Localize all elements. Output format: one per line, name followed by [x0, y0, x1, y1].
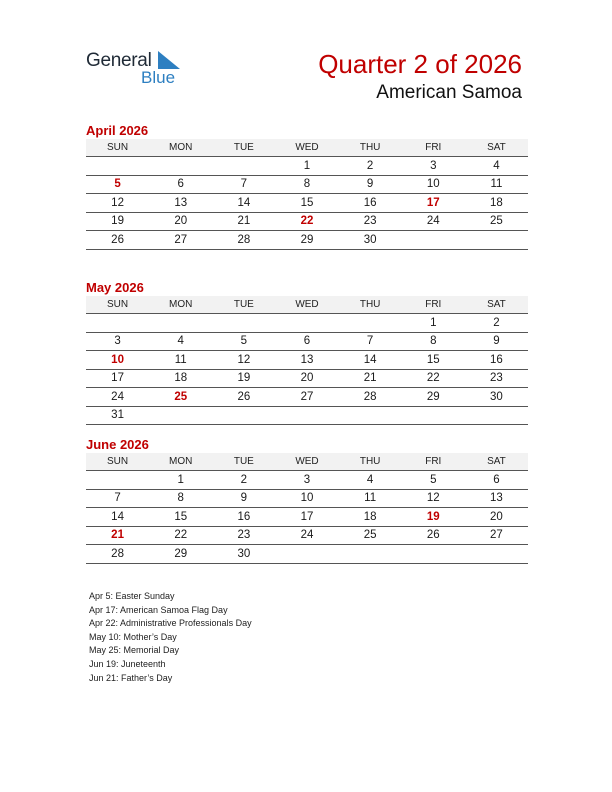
empty-day-cell	[275, 314, 338, 333]
day-cell: 18	[339, 508, 402, 527]
holiday-note: Apr 17: American Samoa Flag Day	[89, 604, 228, 615]
day-cell: 27	[275, 388, 338, 407]
day-cell: 24	[86, 388, 149, 407]
day-cell: 15	[275, 194, 338, 213]
empty-day-cell	[465, 231, 528, 250]
week-row	[86, 388, 528, 407]
day-cell: 23	[465, 369, 528, 388]
country-name: American Samoa	[376, 82, 522, 103]
day-cell: 4	[465, 157, 528, 176]
day-cell: 21	[86, 526, 149, 545]
day-cell: 6	[275, 332, 338, 351]
generalblue-logo	[86, 50, 196, 90]
week-row	[86, 194, 528, 213]
day-cell: 12	[402, 489, 465, 508]
logo-text-general: General	[86, 50, 152, 71]
empty-day-cell	[86, 471, 149, 490]
day-cell: 20	[275, 369, 338, 388]
day-cell: 13	[149, 194, 212, 213]
day-cell: 17	[275, 508, 338, 527]
day-cell: 22	[149, 526, 212, 545]
empty-day-cell	[402, 231, 465, 250]
day-cell: 20	[149, 212, 212, 231]
holiday-notes	[89, 590, 252, 685]
weekday-header: SAT	[465, 296, 528, 314]
day-cell: 1	[149, 471, 212, 490]
logo-text-blue: Blue	[141, 68, 176, 87]
day-cell: 3	[86, 332, 149, 351]
day-cell: 18	[149, 369, 212, 388]
day-cell: 3	[402, 157, 465, 176]
day-cell: 3	[275, 471, 338, 490]
day-cell: 30	[465, 388, 528, 407]
holiday-note: Apr 5: Easter Sunday	[89, 591, 175, 601]
day-cell: 9	[339, 175, 402, 194]
weekday-header: THU	[339, 139, 402, 157]
day-cell: 17	[402, 194, 465, 213]
weekday-header: TUE	[212, 296, 275, 314]
empty-day-cell	[149, 406, 212, 425]
day-cell: 28	[86, 545, 149, 564]
day-cell: 31	[86, 406, 149, 425]
empty-day-cell	[402, 545, 465, 564]
day-cell: 15	[402, 351, 465, 370]
calendar-grid	[86, 296, 528, 425]
weekday-header: FRI	[402, 453, 465, 471]
day-cell: 12	[212, 351, 275, 370]
day-cell: 25	[465, 212, 528, 231]
weekday-header: THU	[339, 296, 402, 314]
week-row	[86, 489, 528, 508]
day-cell: 19	[86, 212, 149, 231]
empty-day-cell	[465, 406, 528, 425]
week-row	[86, 332, 528, 351]
day-cell: 16	[339, 194, 402, 213]
day-cell: 4	[149, 332, 212, 351]
day-cell: 16	[212, 508, 275, 527]
day-cell: 1	[402, 314, 465, 333]
week-row	[86, 526, 528, 545]
day-cell: 16	[465, 351, 528, 370]
day-cell: 11	[149, 351, 212, 370]
day-cell: 5	[86, 175, 149, 194]
empty-day-cell	[212, 157, 275, 176]
weekday-header: TUE	[212, 453, 275, 471]
calendar-grid	[86, 453, 528, 564]
day-cell: 27	[149, 231, 212, 250]
week-row	[86, 314, 528, 333]
holiday-note: May 10: Mother’s Day	[89, 631, 177, 642]
day-cell: 22	[275, 212, 338, 231]
day-cell: 27	[465, 526, 528, 545]
day-cell: 8	[402, 332, 465, 351]
day-cell: 24	[402, 212, 465, 231]
day-cell: 1	[275, 157, 338, 176]
day-cell: 26	[212, 388, 275, 407]
day-cell: 8	[275, 175, 338, 194]
week-row	[86, 157, 528, 176]
empty-day-cell	[339, 314, 402, 333]
day-cell: 10	[275, 489, 338, 508]
holiday-note: Apr 22: Administrative Professionals Day	[89, 618, 252, 629]
weekday-header: THU	[339, 453, 402, 471]
quarter-title: Quarter 2 of 2026	[318, 49, 522, 79]
week-row	[86, 212, 528, 231]
day-cell: 28	[212, 231, 275, 250]
weekday-header: SUN	[86, 296, 149, 314]
day-cell: 2	[465, 314, 528, 333]
day-cell: 9	[212, 489, 275, 508]
day-cell: 28	[339, 388, 402, 407]
day-cell: 19	[212, 369, 275, 388]
day-cell: 14	[86, 508, 149, 527]
day-cell: 14	[339, 351, 402, 370]
day-cell: 23	[212, 526, 275, 545]
month-june	[86, 436, 528, 564]
empty-day-cell	[275, 545, 338, 564]
day-cell: 29	[149, 545, 212, 564]
day-cell: 2	[212, 471, 275, 490]
empty-day-cell	[402, 406, 465, 425]
day-cell: 13	[275, 351, 338, 370]
empty-day-cell	[465, 545, 528, 564]
month-april	[86, 122, 528, 250]
day-cell: 29	[275, 231, 338, 250]
day-cell: 10	[402, 175, 465, 194]
empty-day-cell	[212, 406, 275, 425]
day-cell: 6	[149, 175, 212, 194]
holiday-note: Jun 19: Juneteenth	[89, 658, 166, 669]
empty-day-cell	[86, 157, 149, 176]
day-cell: 7	[86, 489, 149, 508]
weekday-header: SAT	[465, 453, 528, 471]
weekday-header: TUE	[212, 139, 275, 157]
day-cell: 12	[86, 194, 149, 213]
month-may	[86, 279, 528, 425]
day-cell: 20	[465, 508, 528, 527]
day-cell: 25	[339, 526, 402, 545]
day-cell: 11	[465, 175, 528, 194]
weekday-header: WED	[275, 453, 338, 471]
empty-day-cell	[149, 157, 212, 176]
day-cell: 29	[402, 388, 465, 407]
weekday-header: FRI	[402, 139, 465, 157]
day-cell: 18	[465, 194, 528, 213]
logo-triangle-icon	[158, 51, 180, 69]
week-row	[86, 471, 528, 490]
weekday-header: MON	[149, 139, 212, 157]
day-cell: 30	[212, 545, 275, 564]
day-cell: 10	[86, 351, 149, 370]
day-cell: 5	[402, 471, 465, 490]
month-title: June 2026	[86, 437, 149, 452]
month-title: May 2026	[86, 280, 144, 295]
day-cell: 30	[339, 231, 402, 250]
week-row	[86, 545, 528, 564]
week-row	[86, 175, 528, 194]
empty-day-cell	[275, 406, 338, 425]
day-cell: 21	[212, 212, 275, 231]
day-cell: 26	[402, 526, 465, 545]
day-cell: 25	[149, 388, 212, 407]
week-row	[86, 231, 528, 250]
day-cell: 19	[402, 508, 465, 527]
week-row	[86, 369, 528, 388]
day-cell: 15	[149, 508, 212, 527]
weekday-header: MON	[149, 453, 212, 471]
day-cell: 24	[275, 526, 338, 545]
day-cell: 7	[339, 332, 402, 351]
day-cell: 13	[465, 489, 528, 508]
day-cell: 9	[465, 332, 528, 351]
weekday-header: MON	[149, 296, 212, 314]
day-cell: 6	[465, 471, 528, 490]
month-title: April 2026	[86, 123, 149, 138]
weekday-header: FRI	[402, 296, 465, 314]
week-row	[86, 406, 528, 425]
day-cell: 4	[339, 471, 402, 490]
day-cell: 2	[339, 157, 402, 176]
day-cell: 11	[339, 489, 402, 508]
day-cell: 23	[339, 212, 402, 231]
week-row	[86, 508, 528, 527]
day-cell: 26	[86, 231, 149, 250]
holiday-note: Jun 21: Father’s Day	[89, 672, 173, 683]
weekday-header: WED	[275, 139, 338, 157]
empty-day-cell	[339, 406, 402, 425]
day-cell: 5	[212, 332, 275, 351]
day-cell: 22	[402, 369, 465, 388]
weekday-header: WED	[275, 296, 338, 314]
empty-day-cell	[212, 314, 275, 333]
weekday-header: SUN	[86, 453, 149, 471]
day-cell: 14	[212, 194, 275, 213]
calendar-grid	[86, 139, 528, 250]
weekday-header: SAT	[465, 139, 528, 157]
day-cell: 17	[86, 369, 149, 388]
weekday-header: SUN	[86, 139, 149, 157]
day-cell: 7	[212, 175, 275, 194]
empty-day-cell	[86, 314, 149, 333]
day-cell: 21	[339, 369, 402, 388]
day-cell: 8	[149, 489, 212, 508]
week-row	[86, 351, 528, 370]
empty-day-cell	[339, 545, 402, 564]
holiday-note: May 25: Memorial Day	[89, 645, 180, 656]
empty-day-cell	[149, 314, 212, 333]
